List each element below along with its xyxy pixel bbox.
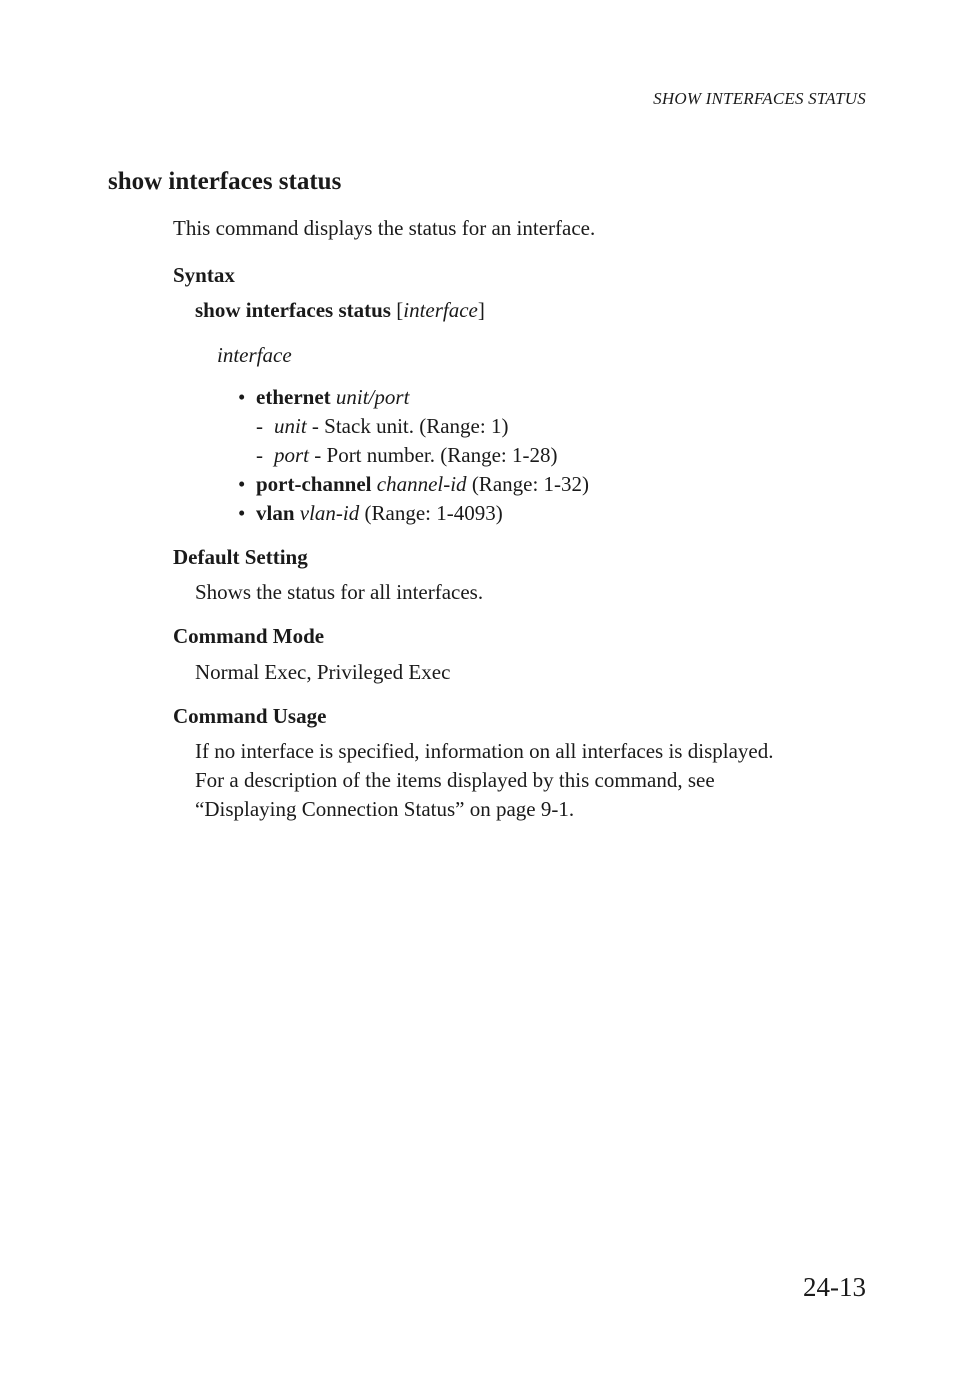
syntax-command: show interfaces status bbox=[195, 298, 391, 322]
command-usage-line: “Displaying Connection Status” on page 9-1. bbox=[195, 797, 575, 821]
syntax-line bbox=[195, 298, 485, 323]
default-setting-text: Shows the status for all interfaces. bbox=[195, 580, 484, 604]
option-argument: unit/port bbox=[335, 385, 410, 409]
section-description: This command displays the status for an interface. bbox=[173, 216, 596, 240]
command-usage-line: For a description of the items displayed by this command, see bbox=[195, 768, 715, 792]
option-range: (Range: 1-4093) bbox=[359, 501, 503, 525]
option-argument: vlan-id bbox=[299, 501, 360, 525]
section-title: show interfaces status bbox=[108, 168, 342, 195]
option-port-channel bbox=[238, 472, 589, 497]
param-name: interface bbox=[217, 343, 292, 367]
option-keyword: vlan bbox=[256, 501, 295, 525]
suboption-port bbox=[256, 443, 557, 468]
command-usage-heading: Command Usage bbox=[173, 704, 327, 728]
option-range: (Range: 1-32) bbox=[466, 472, 590, 496]
syntax-bracket-close: ] bbox=[477, 298, 485, 322]
syntax-bracket-open: [ bbox=[396, 298, 404, 322]
syntax-heading: Syntax bbox=[173, 263, 235, 287]
option-argument: channel-id bbox=[376, 472, 467, 496]
suboption-unit bbox=[256, 414, 508, 439]
command-mode-heading: Command Mode bbox=[173, 624, 325, 648]
option-keyword: ethernet bbox=[256, 385, 331, 409]
default-setting-heading: Default Setting bbox=[173, 545, 308, 569]
dash-icon: - bbox=[256, 443, 263, 467]
suboption-name: port bbox=[274, 443, 310, 467]
suboption-desc: - Stack unit. (Range: 1) bbox=[306, 414, 509, 438]
running-header: SHOW INTERFACES STATUS bbox=[653, 89, 866, 108]
syntax-parameter: interface bbox=[403, 298, 478, 322]
bullet-icon: • bbox=[238, 472, 246, 496]
bullet-icon: • bbox=[238, 501, 246, 525]
option-keyword: port-channel bbox=[256, 472, 372, 496]
option-vlan bbox=[238, 501, 503, 526]
suboption-name: unit bbox=[274, 414, 307, 438]
suboption-desc: - Port number. (Range: 1-28) bbox=[309, 443, 558, 467]
page-number: 24-13 bbox=[803, 1272, 866, 1302]
command-usage-line: If no interface is specified, information on all interfaces is displayed. bbox=[195, 739, 774, 763]
dash-icon: - bbox=[256, 414, 263, 438]
command-mode-text: Normal Exec, Privileged Exec bbox=[195, 660, 451, 684]
option-ethernet bbox=[238, 385, 409, 410]
bullet-icon: • bbox=[238, 385, 246, 409]
